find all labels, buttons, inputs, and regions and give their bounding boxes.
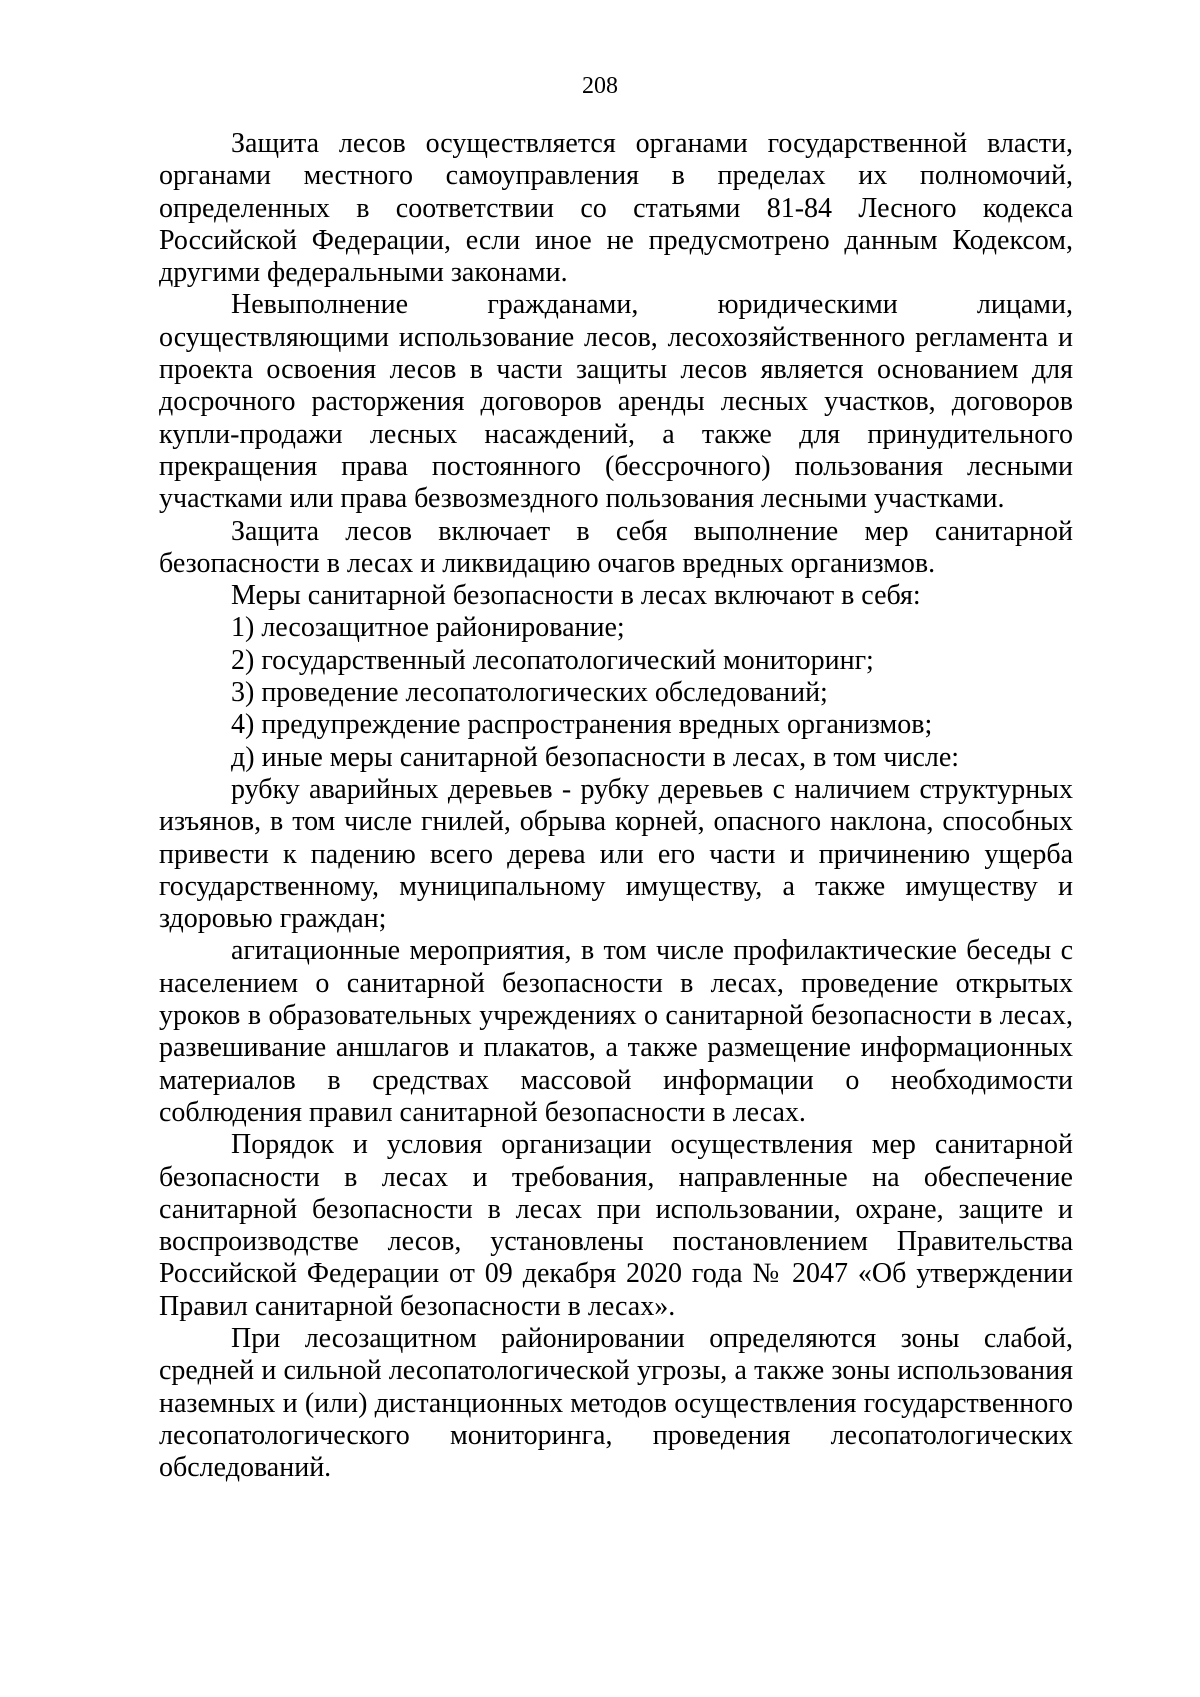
paragraph-procedure-conditions: Порядок и условия организации осуществления мер санитарной безопасности в лесах и требования, направленные на обеспечение санитарной безопасности в лесах при использовании, охране, защите и воспроизводстве лесов, установлены постановлением Правительства Российской Федерации от 09 декабря 2020 года № 2047 «Об утверждении Правил санитарной безопасности в лесах». [159, 1129, 1073, 1322]
list-item-4: 4) предупреждение распространения вредных организмов; [231, 709, 933, 741]
list-item-2: 2) государственный лесопатологический мониторинг; [231, 644, 874, 676]
paragraph-forest-protection-authorities: Защита лесов осуществляется органами государственной власти, органами местного самоуправления в пределах их полномочий, определенных в соответствии со статьями 81-84 Лесного кодекса Российской Федерации, если иное не предусмотрено данным Кодексом, другими федеральными законами. [159, 128, 1073, 289]
paragraph-protection-includes: Защита лесов включает в себя выполнение мер санитарной безопасности в лесах и ликвидацию очагов вредных организмов. [159, 515, 1073, 579]
paragraph-campaign-events: агитационные мероприятия, в том числе профилактические беседы с населением о санитарной безопасности в лесах, проведение открытых уроков в образовательных учреждениях о санитарной безопасности в лесах, развешивание аншлагов и плакатов, а также размещение информационных материалов в средствах массовой информации о необходимости соблюдения правил санитарной безопасности в лесах. [159, 935, 1073, 1128]
paragraph-emergency-felling: рубку аварийных деревьев - рубку деревьев с наличием структурных изъянов, в том числе гнилей, обрыва корней, опасного наклона, способных привести к падению всего дерева или его части и причинению ущерба государственному, муниципальному имуществу, а также имуществу и здоровью граждан; [159, 773, 1073, 935]
list-item-3: 3) проведение лесопатологических обследований; [231, 677, 828, 709]
list-item-5: д) иные меры санитарной безопасности в лесах, в том числе: [231, 741, 960, 773]
list-item-1: 1) лесозащитное районирование; [231, 612, 625, 644]
list-intro: Меры санитарной безопасности в лесах включают в себя: [231, 580, 921, 612]
document-body [159, 128, 1073, 1484]
paragraph-zoning: При лесозащитном районировании определяются зоны слабой, средней и сильной лесопатологической угрозы, а также зоны использования наземных и (или) дистанционных методов осуществления государственного лесопатологического мониторинга, проведения лесопатологических обследований. [159, 1322, 1073, 1484]
page-number: 208 [582, 73, 618, 99]
paragraph-non-compliance: Невыполнение гражданами, юридическими лицами, осуществляющими использование лесов, лесохозяйственного регламента и проекта освоения лесов в части защиты лесов является основанием для досрочного расторжения договоров аренды лесных участков, договоров купли-продажи лесных насаждений, а также для принудительного прекращения права постоянного (бессрочного) пользования лесными участками или права безвозмездного пользования лесными участками. [159, 289, 1073, 515]
